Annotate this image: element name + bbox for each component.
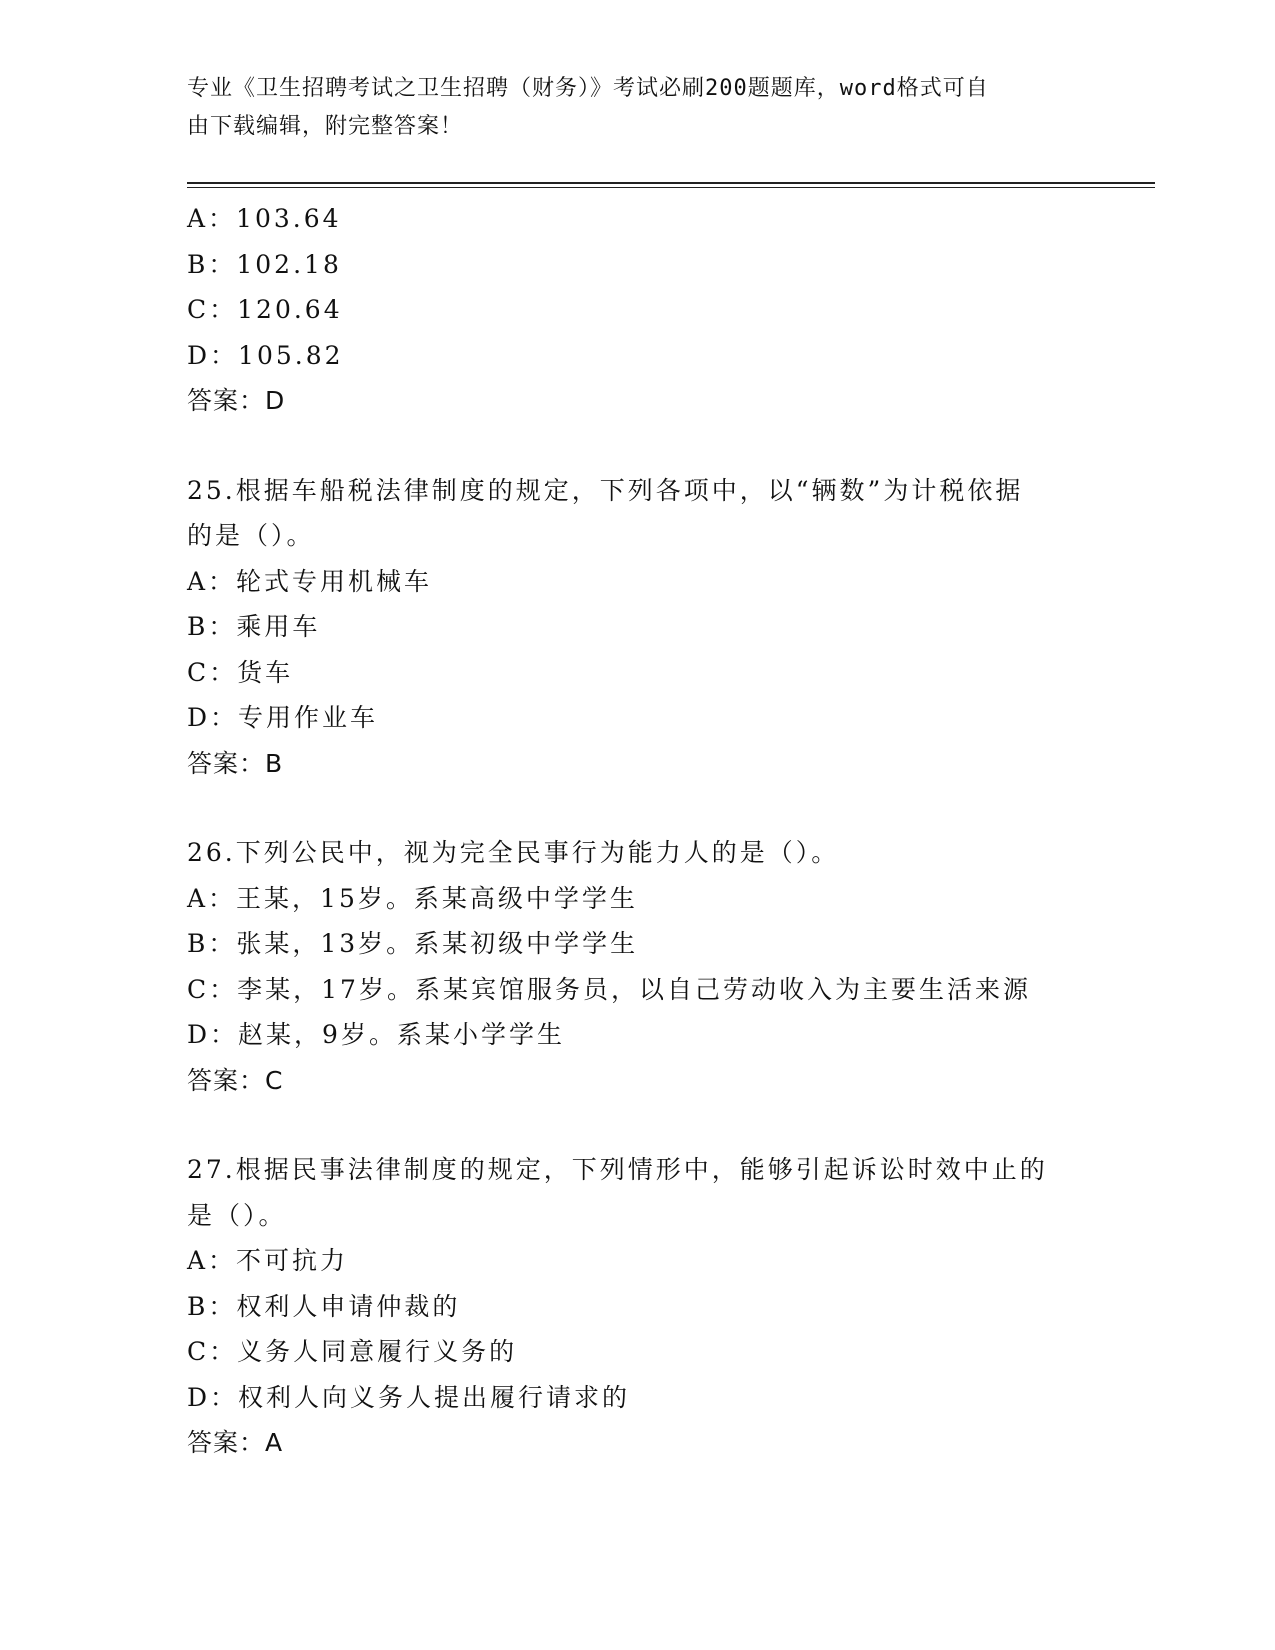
question-25	[187, 468, 1107, 787]
option-c: C：李某，17岁。系某宾馆服务员，以自己劳动收入为主要生活来源	[187, 974, 1031, 1004]
question-text-line-1: 26.下列公民中，视为完全民事行为能力人的是（）。	[187, 838, 840, 867]
answer: 答案：C	[187, 1065, 284, 1095]
option-b: B：张某，13岁。系某初级中学学生	[187, 929, 639, 958]
option-a: A：103.64	[187, 204, 342, 233]
option-d: D：专用作业车	[187, 703, 379, 732]
option-c: C：货车	[187, 657, 294, 687]
question-27	[187, 1147, 1107, 1466]
header-line-2: 由下载编辑，附完整答案！	[187, 114, 464, 139]
option-d: D：权利人向义务人提出履行请求的	[187, 1382, 631, 1412]
question-24	[187, 196, 1107, 424]
option-a: A：不可抗力	[187, 1246, 349, 1275]
answer: 答案：B	[187, 748, 284, 778]
option-c: C：120.64	[187, 295, 343, 324]
header-divider	[187, 182, 1155, 188]
option-c: C：义务人同意履行义务的	[187, 1337, 518, 1366]
option-a: A：轮式专用机械车	[187, 566, 433, 596]
option-d: D：赵某，9岁。系某小学学生	[187, 1020, 565, 1049]
header-line-1: 专业《卫生招聘考试之卫生招聘（财务）》考试必刷200题题库，word格式可自	[187, 76, 989, 101]
question-text-line-1: 27.根据民事法律制度的规定，下列情形中，能够引起诉讼时效中止的	[187, 1155, 1048, 1184]
option-b: B：102.18	[187, 249, 342, 279]
option-b: B：权利人申请仲裁的	[187, 1291, 461, 1321]
question-text	[187, 1147, 1087, 1238]
question-text-line-2: 的是（）。	[187, 521, 315, 550]
question-text-line-2: 是（）。	[187, 1200, 287, 1230]
option-a: A：王某，15岁。系某高级中学学生	[187, 883, 638, 913]
question-text	[187, 468, 1087, 559]
question-text	[187, 830, 1087, 876]
question-text-line-1: 25.根据车船税法律制度的规定，下列各项中，以“辆数”为计税依据	[187, 475, 1024, 505]
option-d: D：105.82	[187, 340, 344, 370]
document-page	[187, 70, 1107, 1466]
answer: 答案：D	[187, 386, 286, 415]
answer: 答案：A	[187, 1428, 284, 1457]
question-26	[187, 830, 1107, 1103]
document-header	[187, 70, 1067, 146]
option-b: B：乘用车	[187, 612, 321, 641]
